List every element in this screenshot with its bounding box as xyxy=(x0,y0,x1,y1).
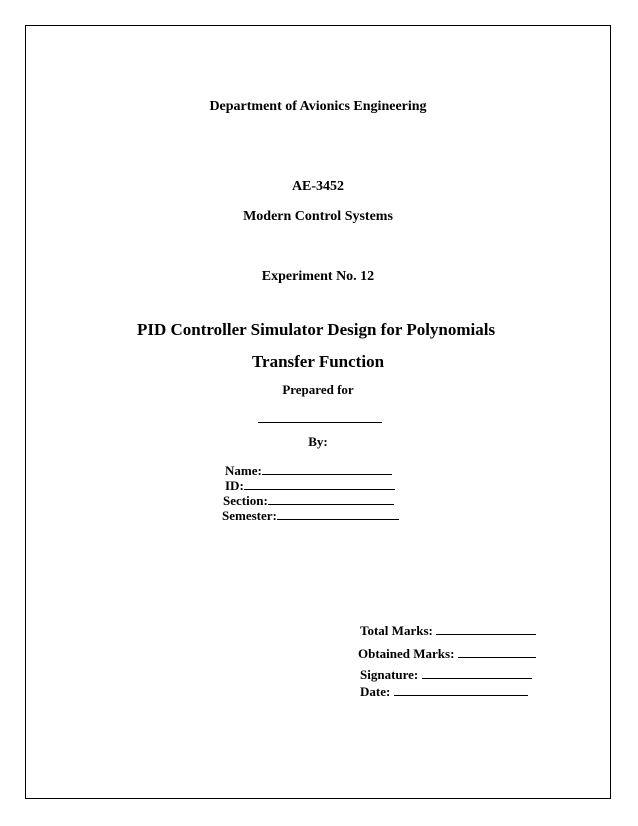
section-label: Section: xyxy=(223,493,268,508)
obtained-marks-line xyxy=(458,645,536,658)
name-label: Name: xyxy=(225,463,262,478)
signature-line xyxy=(422,666,532,679)
id-field xyxy=(225,477,395,492)
prepared-for-label: Prepared for xyxy=(282,382,354,397)
semester-line xyxy=(277,507,399,520)
prepared-for-line xyxy=(258,422,382,423)
semester-label: Semester: xyxy=(222,508,277,523)
obtained-marks-field xyxy=(358,645,536,660)
by-label: By: xyxy=(308,434,328,449)
id-line xyxy=(244,477,395,490)
report-title-line1: PID Controller Simulator Design for Polynomials xyxy=(137,320,496,339)
report-title-line2: Transfer Function xyxy=(251,352,385,371)
section-line xyxy=(268,492,394,505)
signature-field xyxy=(360,666,532,681)
course-code: AE-3452 xyxy=(291,179,345,194)
total-marks-label: Total Marks: xyxy=(360,623,433,638)
date-field xyxy=(360,683,528,698)
obtained-marks-label: Obtained Marks: xyxy=(358,646,455,661)
experiment-number: Experiment No. 12 xyxy=(261,269,375,284)
date-line xyxy=(394,683,528,696)
name-line xyxy=(262,462,392,475)
name-field xyxy=(225,462,392,477)
course-name: Modern Control Systems xyxy=(243,209,393,224)
date-label: Date: xyxy=(360,684,391,699)
total-marks-field xyxy=(360,622,536,637)
signature-label: Signature: xyxy=(360,667,419,682)
semester-field xyxy=(222,507,399,522)
id-label: ID: xyxy=(225,478,244,493)
department-heading: Department of Avionics Engineering xyxy=(209,99,427,114)
total-marks-line xyxy=(436,622,536,635)
section-field xyxy=(223,492,394,507)
